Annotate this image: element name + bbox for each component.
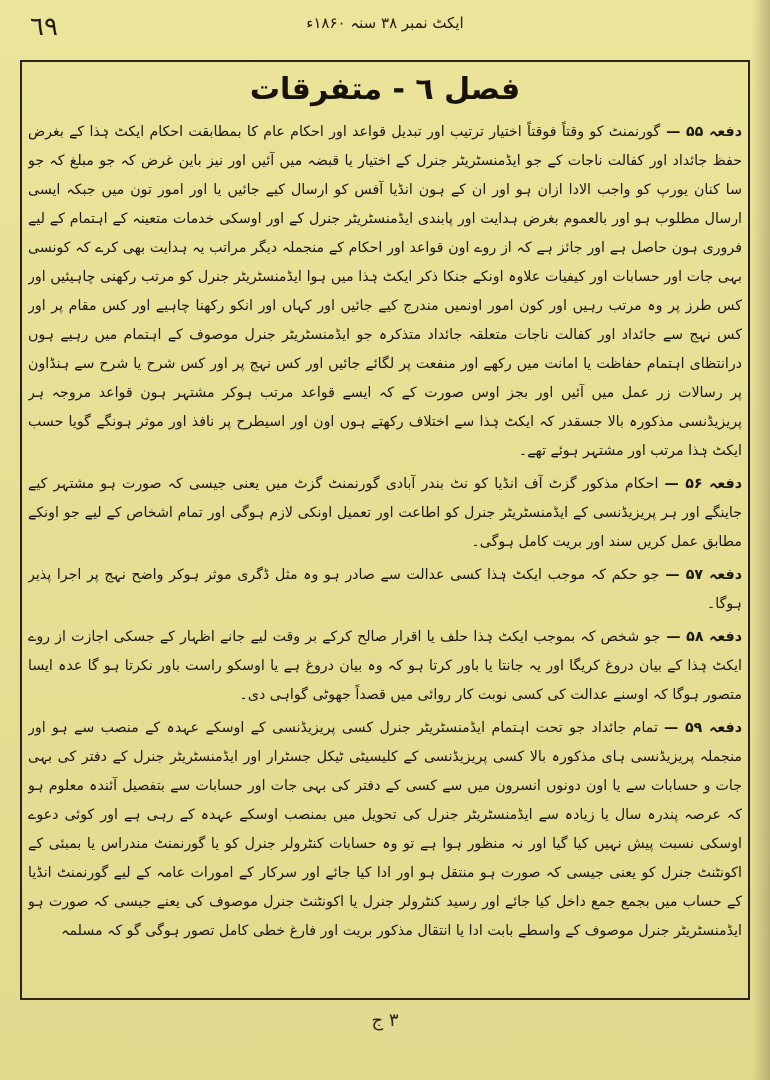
- signature-mark: ۳ ج: [371, 1010, 399, 1031]
- chapter-title: فصل ٦ - متفرقات: [249, 72, 521, 107]
- page-spine-shadow: [752, 0, 770, 1080]
- section-text: گورنمنٹ کو وقتاً فوقتاً اختیار ترتیب اور تبدیل قواعد اور احکام عام کا بمطابقت احکام ایکٹ ہٰذا کے بغرض حفظ جائداد اور کفالت ناجات کے جو ایڈمنسٹریٹر جنرل کے اختیار یا قبضہ میں آئیں اور نیز باین غرض کہ جو مبلغ کہ جو سا کنان یورپ کو واجب الادا ازان ہو اور ان کے ہون انڈیا آفس کو ارسال کیے جائیں یا اور امور تون میں جبکہ ایسی ارسال مطلوب ہو اور بالعموم بغرض ہدایت اور پابندی ایڈمنسٹریٹر جنرل کے اور اوسکی خدمات متعینہ کے اہتمام کے لیے فروری ہون حاصل ہے اور جائز ہے کہ از روے اون قواعد اور احکام کے منجملہ دیگر مراتب یہ ہدایت بھی کرے کہ کونسی بہی جات اور حسابات اور کیفیات علاوہ اونکے جنکا ذکر ایکٹ ہٰذا میں ہوا ایڈمنسٹریٹر جنرل کو مرتب رکھنی چاہیئیں اور کس طرز پر وہ مرتب رہیں اور کون امور اونمیں مندرج کیے جائیں اور کہاں اور انکو رکھنا چاہیے اور کس مقام پر اور کس نہج سے جائداد اور کفالت ناجات متعلقہ جائداد متذکرہ جو ایڈمنسٹریٹر جنرل موصوف کے اہتمام میں رہیے ہوں درانتظای اہتمام حفاظت یا امانت میں رکھے اور منفعت پر لگائے جائیں اور کس نہج پر اور کس شرح یا شرح سے ہنڈاون پر رسالات زر عمل میں آئیں اور بجز اوس صورت کے کہ ایسے قواعد مرتب ہوکر مشتہر ہون قواعد مروجہ ہر پریزیڈنسی مذکورہ بالا جسقدر کہ ایکٹ ہٰذا سے اختلاف رکھتے ہوں اون اور اسیطرح پر نافذ اور موثر ہونگے گویا حسب ایکٹ ہٰذا مرتب اور مشتہر ہوئے تھے۔: [28, 124, 742, 459]
- section-text: جو حکم کہ موجب ایکٹ ہٰذا کسی عدالت سے صادر ہو وہ مثل ڈگری موثر ہوکر واضح نہج پر اجرا پذیر ہوگا۔: [28, 567, 742, 612]
- section-55: [28, 118, 742, 466]
- body-text: [28, 118, 742, 998]
- section-56: [28, 470, 742, 557]
- section-label: دفعہ ۵۷ —: [665, 567, 742, 583]
- running-header: ایکٹ نمبر ۳۸ سنہ ۱۸۶۰ء: [306, 14, 464, 32]
- section-58: [28, 623, 742, 710]
- section-text: تمام جائداد جو تحت اہتمام ایڈمنسٹریٹر جنرل کسی پریزیڈنسی کے اوسکے عہدہ کے منصب سے ہو اور منجملہ پریزیڈنسی ہای مذکورہ بالا کسی پریزیڈنسی کے کلیسیٹی ٹیکل جسٹرار اور ایڈمنسٹریٹر جنرل کے دفتر کی بہی جات و حسابات سے یا اون دونوں انسرون میں سے کسی کے دفتر کی بہی جات اور حسابات سے بتفصیل آئندہ معلوم ہو کہ عرصہ پندرہ سال یا زیادہ سے ایڈمنسٹریٹر جنرل کی تحویل میں بمنصب اوسکے عہدہ کے رہی ہے اور کوئی دعوے اوسکی نسبت پیش نہیں کیا گیا اور نہ منظور ہوا ہے تو وہ حسابات کنٹرولر جنرل کو یا گورنمنٹ مندراس یا بمبئی کے اکونٹنٹ جنرل کو یعنی جیسی کہ صورت ہو منتقل ہو اور ادا کیا جائے اور سرکار کے امورات عامہ کے لیے گورنمنٹ انڈیا کے حساب میں بجمع جمع داخل کیا جائے اور رسید کنٹرولر جنرل یا اکونٹنٹ جنرل موصوف کی یعنے جیسی کہ صورت ہو ایڈمنسٹریٹر جنرل موصوف کے واسطے بابت ادا یا انتقال مذکور بریت اور فارغ خطی کامل تصور ہوگی گو کہ مسلمہ: [28, 720, 742, 939]
- section-label: دفعہ ۵۵ —: [666, 124, 742, 140]
- section-label: دفعہ ۵۸ —: [666, 629, 742, 645]
- section-text: جو شخص کہ بموجب ایکٹ ہٰذا حلف یا اقرار صالح کرکے بر وقت لیے جانے اظہار کے جسکی اجازت از روے ایکٹ ہٰذا کے بیان دروغ کریگا اور یہ جانتا یا باور کرتا ہو کہ وہ بیان دروغ ہے یا اوسکو راست باور نکرتا ہو گا عدہ ایسا متصور ہوگا کہ اوسنے عدالت کی کسی نوبت کار روائی میں قصداً جھوٹی گواہی دی۔: [28, 629, 742, 703]
- section-label: دفعہ ۵۶ —: [664, 476, 742, 492]
- page-number: ٦٩: [30, 12, 58, 42]
- section-59: [28, 714, 742, 946]
- section-text: احکام مذکور گزٹ آف انڈیا کو نٹ بندر آبادی گورنمنٹ گزٹ میں یعنی جیسی کہ صورت ہو مشتہر کیے جاینگے اور ہر پریزیڈنسی کے ایڈمنسٹریٹر جنرل کو اطاعت اور تعمیل اونکی لازم ہوگی اور تمام اشخاص کے لیے جو اونکے مطابق عمل کریں سند اور بریت کامل ہوگی۔: [28, 476, 742, 550]
- section-label: دفعہ ۵۹ —: [663, 720, 742, 736]
- section-57: [28, 561, 742, 619]
